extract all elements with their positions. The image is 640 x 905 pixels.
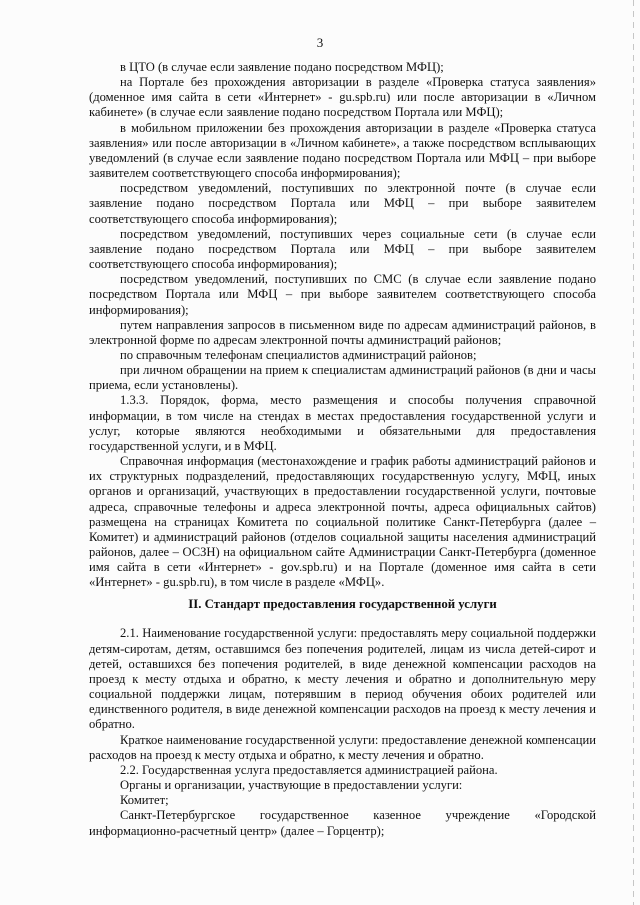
paragraph: 2.1. Наименование государственной услуги: предоставлять меру социальной поддержки детям-сиротам, детям, оставшимся без попечения родителей, лицам из числа детей-сирот и детей, оставшихся без попечения родителей, в виде денежной компенсации расходов на проезд к месту отдыха и обратно, к месту лечения и обратно и дополнительную меру социальной поддержки лицам, потерявшим в период обучения обоих родителей или единственного родителя, в виде денежной компенсации расходов на проезд к месту лечения и обратно. xyxy=(89,626,596,732)
paragraph: Санкт-Петербургское государственное казенное учреждение «Городской информационно-расчетный центр» (далее – Горцентр); xyxy=(89,808,596,838)
paragraph: в мобильном приложении без прохождения авторизации в разделе «Проверка статуса заявления» или после авторизации в «Личном кабинете», а также посредством всплывающих уведомлений (в случае если заявление подано посредством Портала или МФЦ – при выборе заявителем соответствующего способа информирования); xyxy=(89,120,596,181)
paragraph: 1.3.3. Порядок, форма, место размещения и способы получения справочной информации, в том числе на стендах в местах предоставления государственной услуги и услуг, которые являются необходимыми и обязательными для предоставления государственной услуги, и в МФЦ. xyxy=(89,393,596,453)
section-heading: II. Стандарт предоставления государственной услуги xyxy=(188,597,497,612)
document-body xyxy=(89,60,596,839)
paragraph: Справочная информация (местонахождение и график работы администраций районов и их структурных подразделений, предоставляющих государственную услугу, МФЦ, иных органов и организаций, участвующих в предоставлении государственной услуги, почтовые адреса, справочные телефоны и адреса электронной почты, адреса официальных сайтов) размещена на страницах Комитета по социальной политике Санкт-Петербурга (далее – Комитет) и администраций районов (отделов социальной защиты населения администраций районов, далее – ОСЗН) на официальном сайте Администрации Санкт-Петербурга (доменное имя сайта в сети «Интернет» - gov.spb.ru) и на Портале (доменное имя сайта в сети «Интернет» - gu.spb.ru), в том числе в разделе «МФЦ». xyxy=(89,454,596,590)
paragraph: 2.2. Государственная услуга предоставляется администрацией района. xyxy=(120,762,498,777)
paragraph: путем направления запросов в письменном виде по адресам администраций районов, в электронной форме по адресам электронной почты администраций районов; xyxy=(89,317,596,347)
paragraph: посредством уведомлений, поступивших через социальные сети (в случае если заявление подано посредством Портала или МФЦ – при выборе заявителем соответствующего способа информирования); xyxy=(89,226,596,272)
paragraph: Органы и организации, участвующие в предоставлении услуги: xyxy=(120,778,463,793)
page-number: 3 xyxy=(316,35,324,50)
paragraph: посредством уведомлений, поступивших по электронной почте (в случае если заявление подано посредством Портала или МФЦ – при выборе заявителем соответствующего способа информирования); xyxy=(89,181,596,226)
scan-edge-mark xyxy=(633,0,634,905)
paragraph: в ЦТО (в случае если заявление подано посредством МФЦ); xyxy=(120,60,444,74)
paragraph: Комитет; xyxy=(120,793,169,808)
paragraph: посредством уведомлений, поступивших по СМС (в случае если заявление подано посредством Портала или МФЦ – при выборе заявителем соответствующего способа информирования); xyxy=(89,272,596,317)
paragraph: по справочным телефонам специалистов администраций районов; xyxy=(120,347,477,362)
paragraph: Краткое наименование государственной услуги: предоставление денежной компенсации расходов на проезд к месту отдыха и обратно, к месту лечения и обратно. xyxy=(89,732,596,762)
paragraph: при личном обращении на прием к специалистам администраций районов (в дни и часы приема, если установлены). xyxy=(89,363,596,393)
paragraph: на Портале без прохождения авторизации в разделе «Проверка статуса заявления» (доменное имя сайта в сети «Интернет» - gu.spb.ru) или после авторизации в «Личном кабинете» (в случае если заявление подано посредством Портала или МФЦ); xyxy=(89,75,596,120)
